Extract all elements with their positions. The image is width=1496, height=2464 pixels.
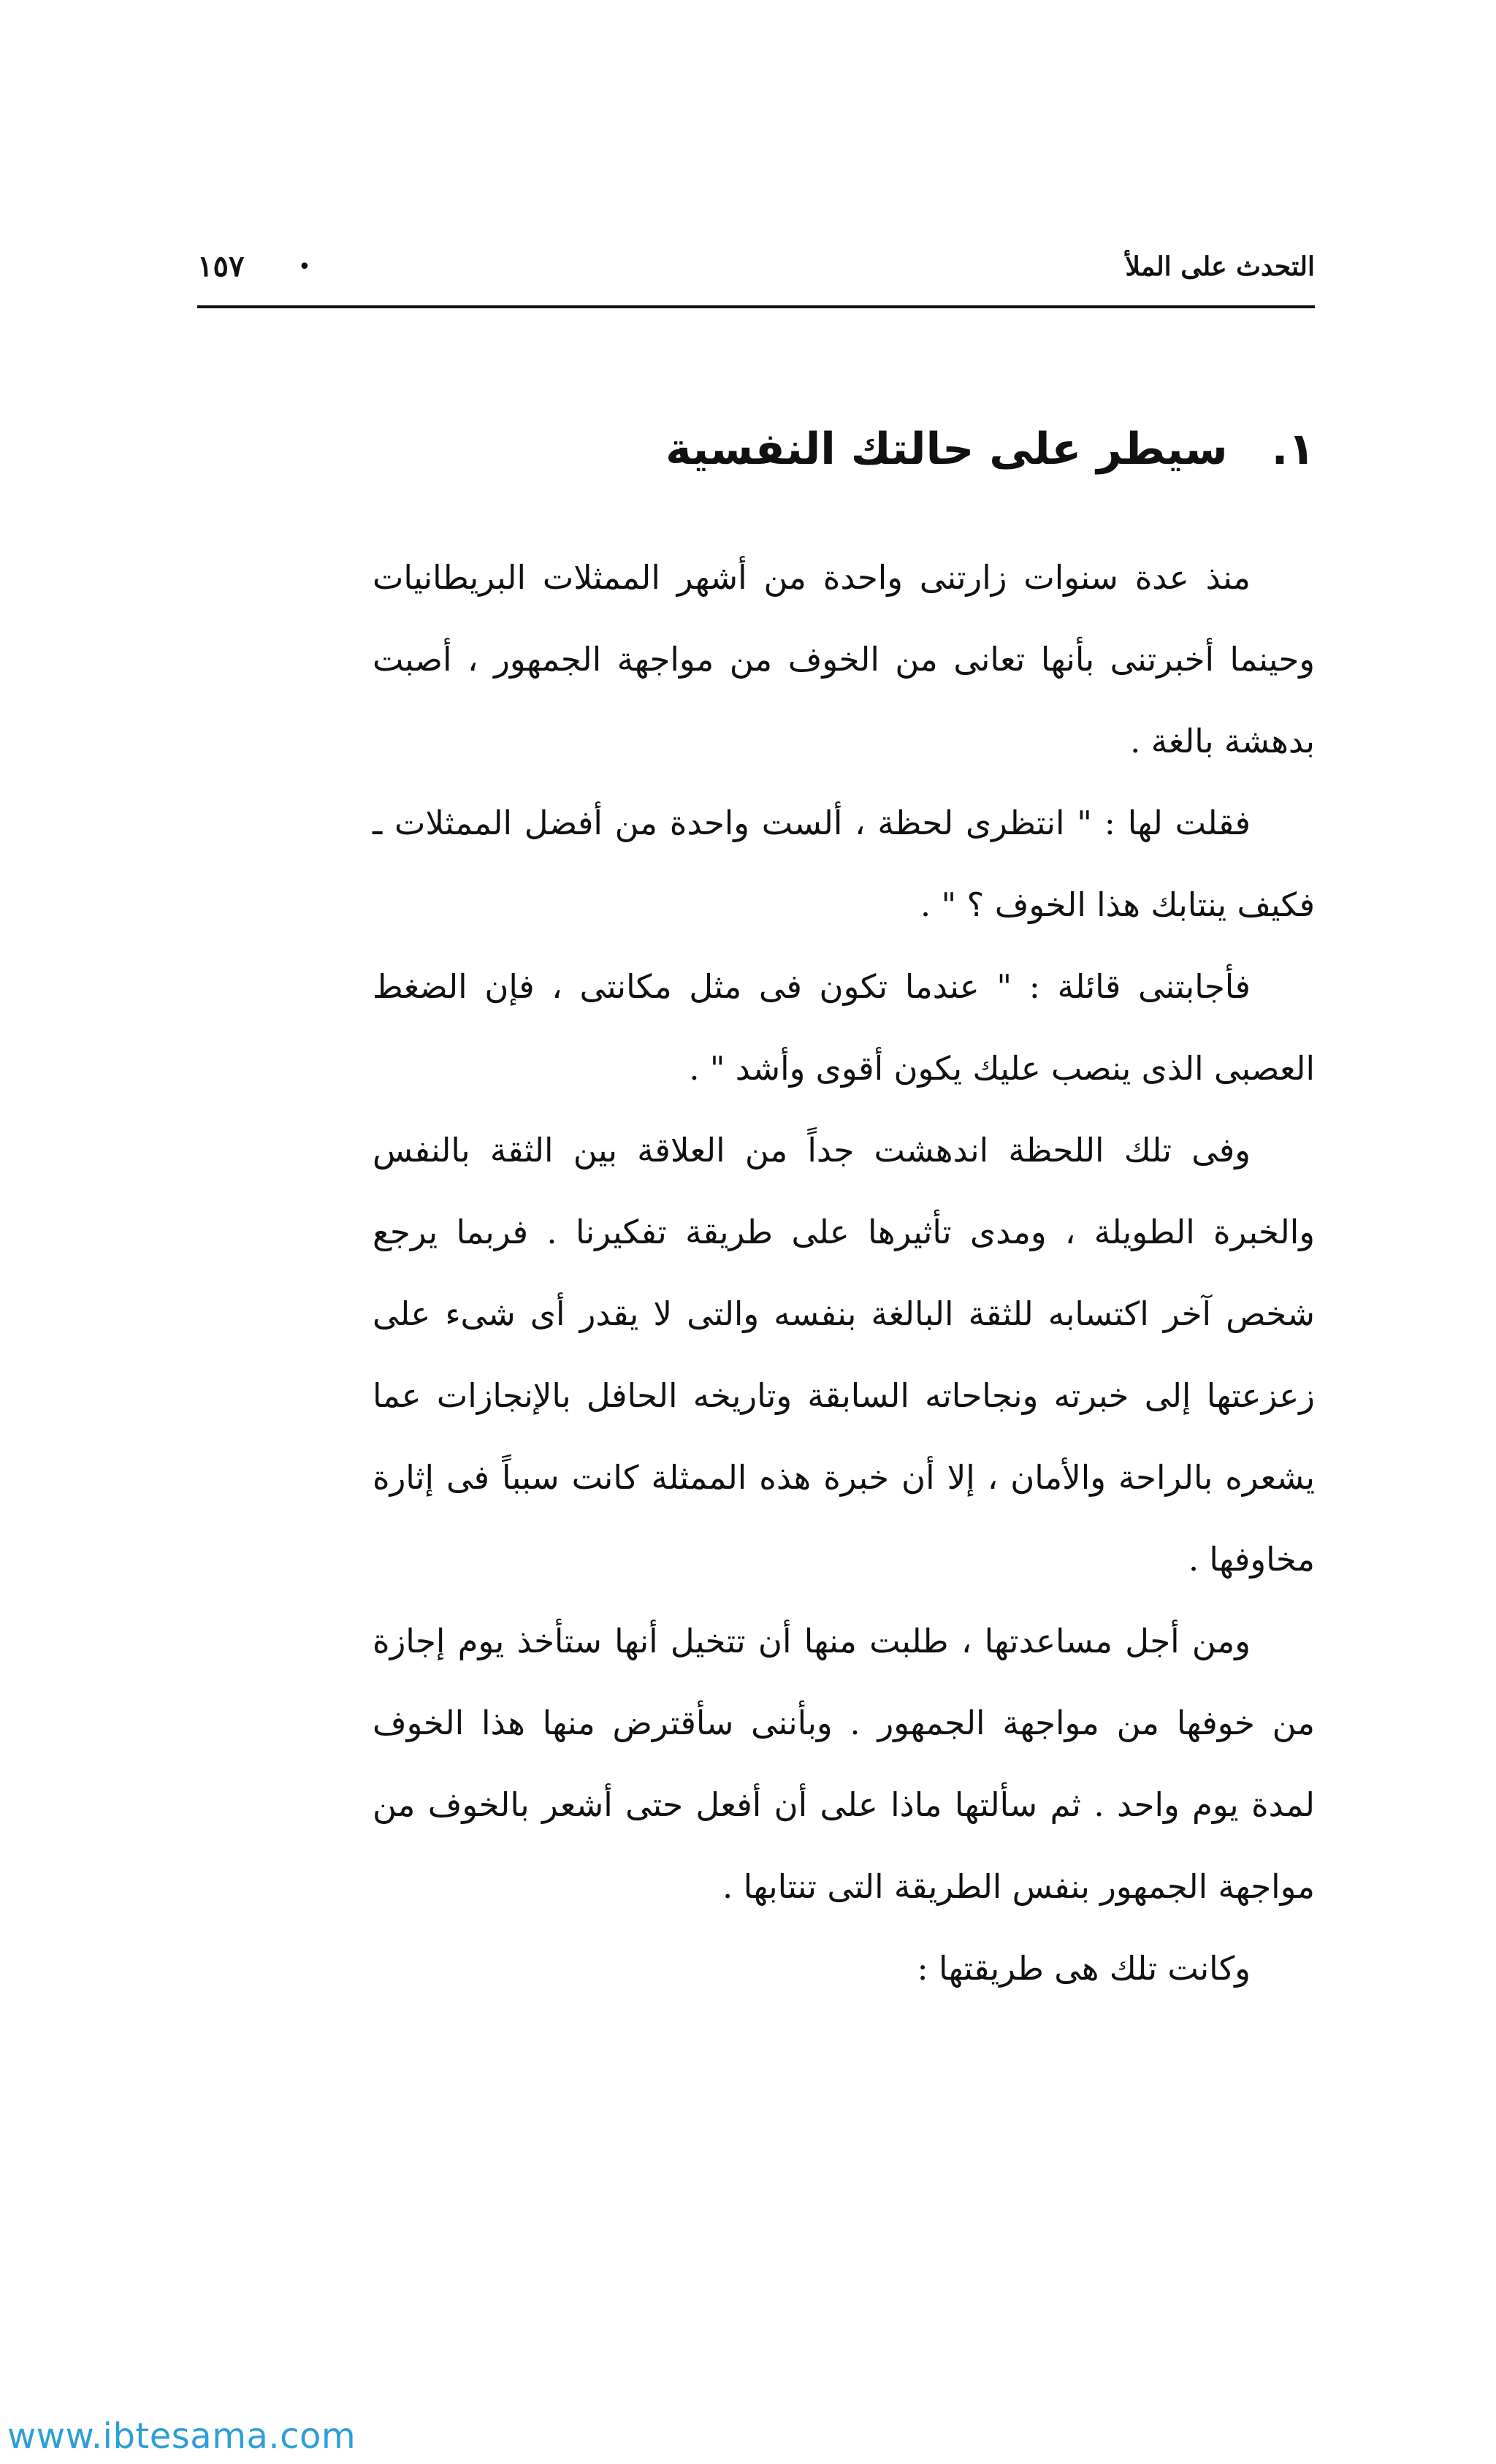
section-number: ١. [1271, 424, 1315, 475]
header-rule [197, 305, 1315, 308]
watermark-url: www.ibtesama.com [7, 2416, 356, 2457]
paragraph: ومن أجل مساعدتها ، طلبت منها أن تتخيل أنها ستأخذ يوم إجازة من خوفها من مواجهة الجمهور . وبأننى سأقترض منها هذا الخوف لمدة يوم واحد . ثم سألتها ماذا على أن أفعل حتى أشعر بالخوف من مواجهة الجمهور بنفس الطريقة التى تنتابها . [373, 1622, 1315, 1906]
section-heading [197, 416, 1315, 482]
running-title: التحدث على الملأ [1125, 251, 1315, 282]
paragraph: فأجابتنى قائلة : " عندما تكون فى مثل مكانتى ، فإن الضغط العصبى الذى ينصب عليك يكون أقوى وأشد " . [373, 967, 1315, 1088]
body-text [373, 537, 1315, 2010]
paragraph: منذ عدة سنوات زارتنى واحدة من أشهر الممثلات البريطانيات وحينما أخبرتنى بأنها تعانى من الخوف من مواجهة الجمهور ، أصبت بدهشة بالغة . [373, 558, 1315, 760]
section-title: سيطر على حالتك النفسية [665, 424, 1228, 475]
paragraph: وفى تلك اللحظة اندهشت جداً من العلاقة بين الثقة بالنفس والخبرة الطويلة ، ومدى تأثيرها على طريقة تفكيرنا . فربما يرجع شخص آخر اكتسابه للثقة البالغة بنفسه والتى لا يقدر أى شىء على زعزعتها إلى خبرته ونجاحاته السابقة وتاريخه الحافل بالإنجازات عما يشعره بالراحة والأمان ، إلا أن خبرة هذه الممثلة كانت سبباً فى إثارة مخاوفها . [373, 1131, 1315, 1579]
paragraph: فقلت لها : " انتظرى لحظة ، ألست واحدة من أفضل الممثلات ـ فكيف ينتابك هذا الخوف ؟ " . [373, 804, 1315, 924]
page-header [197, 245, 1315, 289]
paragraph: وكانت تلك هى طريقتها : [917, 1949, 1251, 1988]
header-separator-dot: • [298, 254, 311, 280]
page-number: ١٥٧ [197, 249, 245, 283]
